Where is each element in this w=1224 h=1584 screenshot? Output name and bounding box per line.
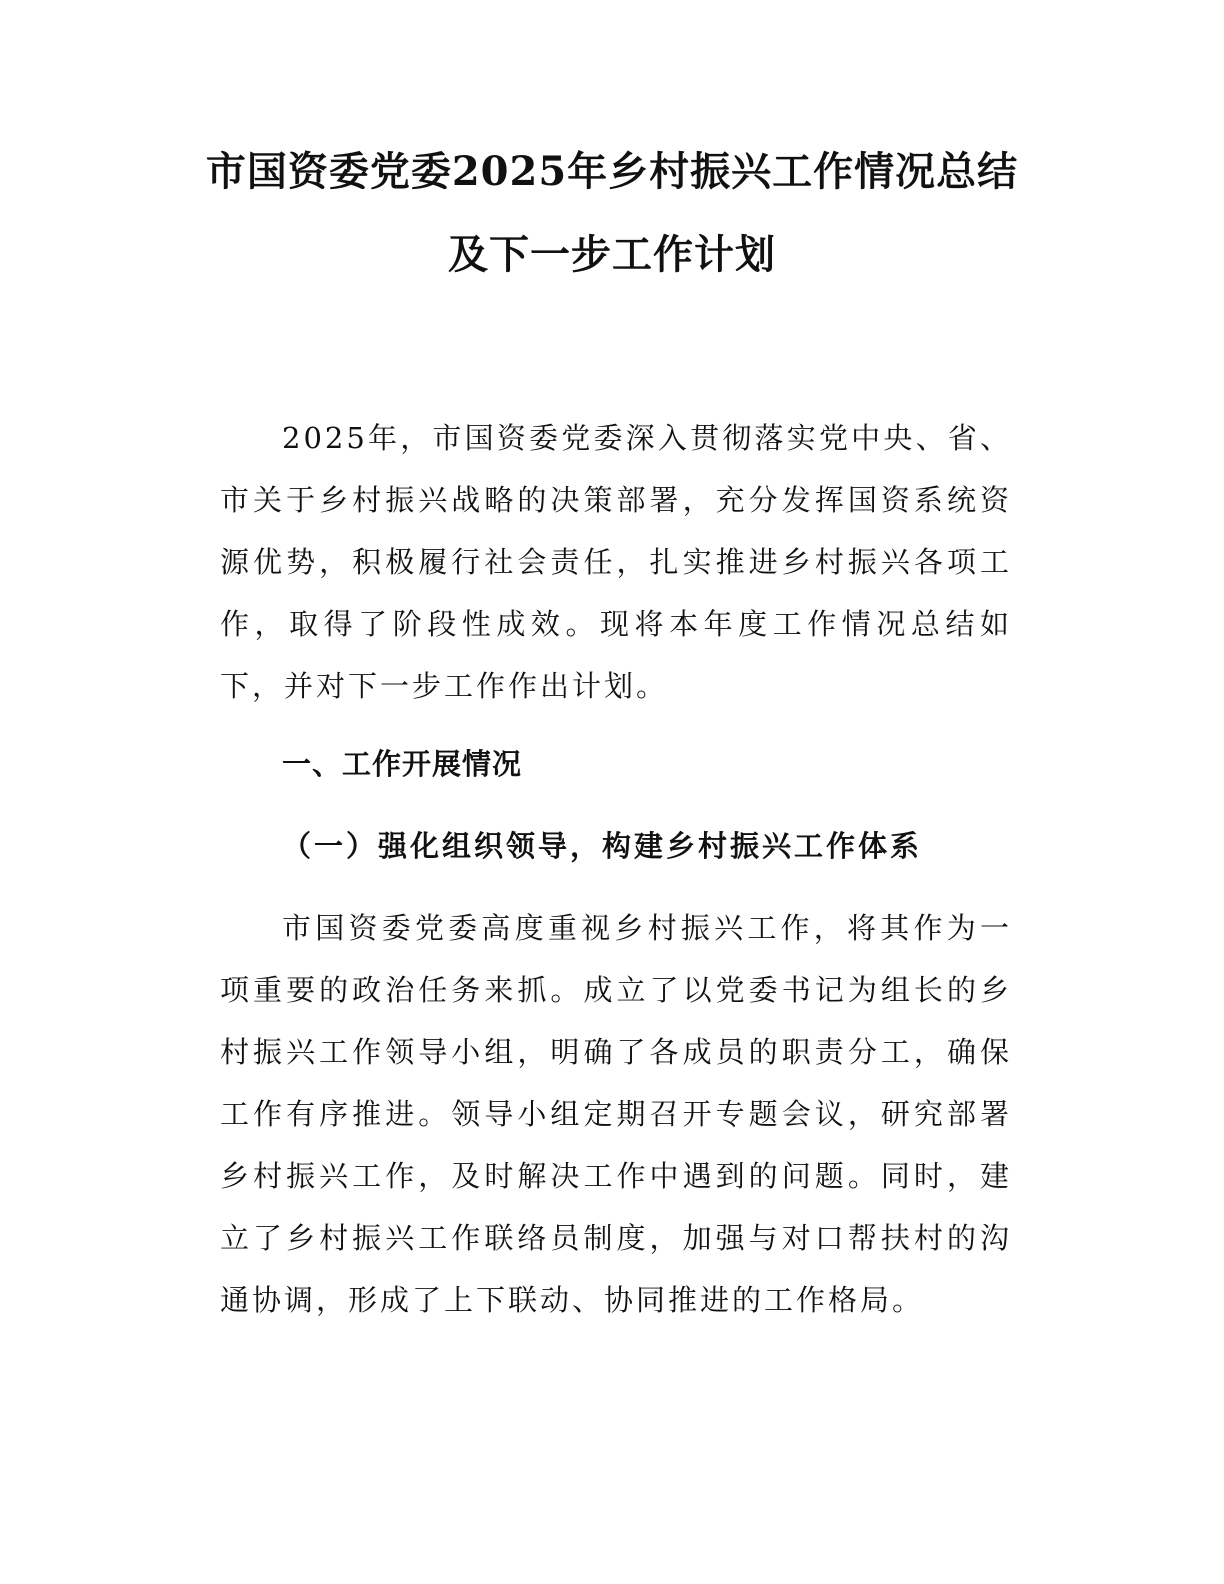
subsection-1-paragraph: 市国资委党委高度重视乡村振兴工作，将其作为一项重要的政治任务来抓。成立了以党委书记为组长的乡村振兴工作领导小组，明确了各成员的职责分工，确保工作有序推进。领导小组定期召开专题会议，研究部署乡村振兴工作，及时解决工作中遇到的问题。同时，建立了乡村振兴工作联络员制度，加强与对口帮扶村的沟通协调，形成了上下联动、协同推进的工作格局。 (220, 911, 1012, 1317)
intro-paragraph: 2025年，市国资委党委深入贯彻落实党中央、省、市关于乡村振兴战略的决策部署，充分发挥国资系统资源优势，积极履行社会责任，扎实推进乡村振兴各项工作，取得了阶段性成效。现将本年度工作情况总结如下，并对下一步工作作出计划。 (220, 421, 1012, 703)
document-title-line-2: 及下一步工作计划 (448, 231, 776, 278)
document-title-line-1: 市国资委党委2025年乡村振兴工作情况总结 (205, 148, 1019, 195)
section-heading-1: 一、工作开展情况 (282, 747, 523, 781)
subsection-heading-1: （一）强化组织领导，构建乡村振兴工作体系 (282, 829, 923, 863)
